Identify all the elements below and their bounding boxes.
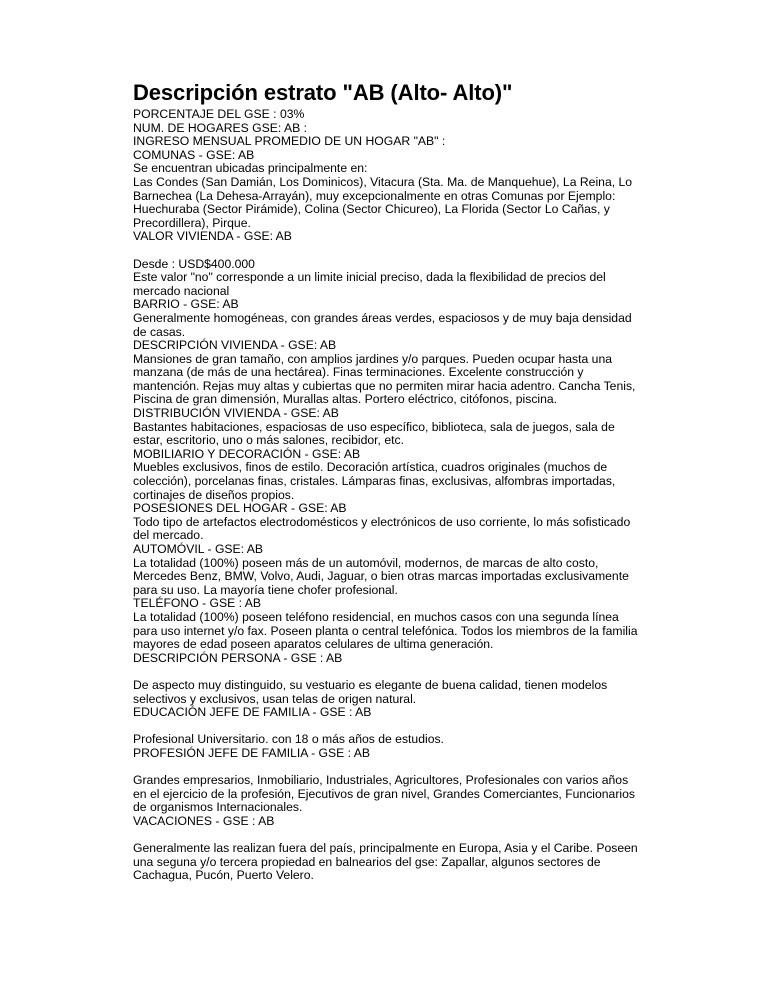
paragraph: Todo tipo de artefactos electrodomésticos y electrónicos de uso corriente, lo más sofisticado del mercado.	[133, 514, 631, 543]
text-line: PORCENTAJE DEL GSE : 03%	[133, 107, 305, 121]
section-heading: POSESIONES DEL HOGAR - GSE: AB	[133, 501, 347, 516]
section-heading: TELÉFONO - GSE : AB	[133, 596, 261, 611]
text-line: Desde : USD$400.000	[133, 256, 255, 271]
paragraph: Generalmente las realizan fuera del país, principalmente en Europa, Asia y el Caribe. Poseen una seguna y/o tercera propiedad en balnearios del gse: Zapallar, algunos sectores de Cachagua, Pucón, Puerto Velero.	[133, 841, 638, 883]
section-heading: DISTRIBUCIÓN VIVIENDA - GSE: AB	[133, 406, 339, 421]
paragraph: Mansiones de gran tamaño, con amplios jardines y/o parques. Pueden ocupar hasta una manzana (de más de una hectárea). Finas terminaciones. Excelente construcción y mantención. Rejas muy altas y cubiertas que no permiten mirar hacia adentro. Cancha Tenis, Piscina de gran dimensión, Murallas altas. Portero eléctrico, citófonos, piscina.	[133, 351, 636, 407]
document-page	[133, 80, 643, 883]
blank-line	[133, 761, 643, 775]
paragraph: La totalidad (100%) poseen más de un automóvil, modernos, de marcas de alto costo, Mercedes Benz, BMW, Volvo, Audi, Jaguar, o bien otras marcas importadas exclusivamente para su uso. La mayoría tiene chofer profesional.	[133, 555, 629, 597]
section-heading: VACACIONES - GSE : AB	[133, 813, 275, 828]
paragraph: Generalmente homogéneas, con grandes áreas verdes, espaciosos y de muy baja densidad de casas.	[133, 310, 632, 339]
paragraph: La totalidad (100%) poseen teléfono residencial, en muchos casos con una segunda línea para uso internet y/o fax. Poseen planta o central telefónica. Todos los miembros de la familia mayores de edad poseen aparatos celulares de ultima generación.	[133, 609, 638, 652]
section-heading: MOBILIARIO Y DECORACIÓN - GSE: AB	[133, 446, 361, 461]
blank-line	[133, 244, 643, 258]
paragraph: Bastantes habitaciones, espaciosas de uso específico, biblioteca, sala de juegos, sala de estar, escritorio, uno o más salones, recibidor, etc.	[133, 419, 615, 448]
section-heading: DESCRIPCIÓN PERSONA - GSE : AB	[133, 650, 343, 665]
section-heading: BARRIO - GSE: AB	[133, 297, 239, 312]
section-heading: COMUNAS - GSE: AB	[133, 147, 255, 162]
paragraph: De aspecto muy distinguido, su vestuario es elegante de buena calidad, tienen modelos selectivos y exclusivos, usan telas de origen natural.	[133, 677, 608, 706]
section-heading: EDUCACIÓN JEFE DE FAMILIA - GSE : AB	[133, 705, 372, 720]
paragraph: Grandes empresarios, Inmobiliario, Industriales, Agricultores, Profesionales con varios años en el ejercicio de la profesión, Ejecutivos de gran nivel, Grandes Comerciantes, Funcionarios de organismos Internacionales.	[133, 773, 635, 815]
paragraph: Las Condes (San Damián, Los Dominicos), Vitacura (Sta. Ma. de Manquehue), La Reina, Lo Barnechea (La Dehesa-Arrayán), muy excepcionalmente en otras Comunas por Ejemplo: Huechuraba (Sector Pirámide), Colina (Sector Chicureo), La Florida (Sector Lo Cañas, y Precordillera), Pirque.	[133, 174, 633, 230]
text-line: Profesional Universitario. con 18 o más años de estudios.	[133, 732, 444, 747]
text-line: INGRESO MENSUAL PROMEDIO DE UN HOGAR "AB" :	[133, 134, 446, 149]
text-line: Se encuentran ubicadas principalmente en:	[133, 161, 368, 176]
blank-line	[133, 828, 643, 842]
section-heading: VALOR VIVIENDA - GSE: AB	[133, 229, 292, 244]
text-line: NUM. DE HOGARES GSE: AB :	[133, 120, 308, 135]
section-heading: DESCRIPCIÓN VIVIENDA - GSE: AB	[133, 338, 337, 353]
paragraph: Muebles exclusivos, finos de estilo. Decoración artística, cuadros originales (muchos de colección), porcelanas finas, cristales. Lámparas finas, exclusivas, alfombras importadas, cortinajes de diseños propios.	[133, 460, 616, 502]
blank-line	[133, 720, 643, 734]
section-heading: PROFESIÓN JEFE DE FAMILIA - GSE : AB	[133, 745, 371, 760]
blank-line	[133, 665, 643, 679]
section-heading: AUTOMÓVIL - GSE: AB	[133, 542, 264, 556]
paragraph: Este valor "no" corresponde a un limite inicial preciso, dada la flexibilidad de precios del mercado nacional	[133, 270, 606, 298]
document-title: Descripción estrato "AB (Alto- Alto)"	[133, 80, 513, 105]
